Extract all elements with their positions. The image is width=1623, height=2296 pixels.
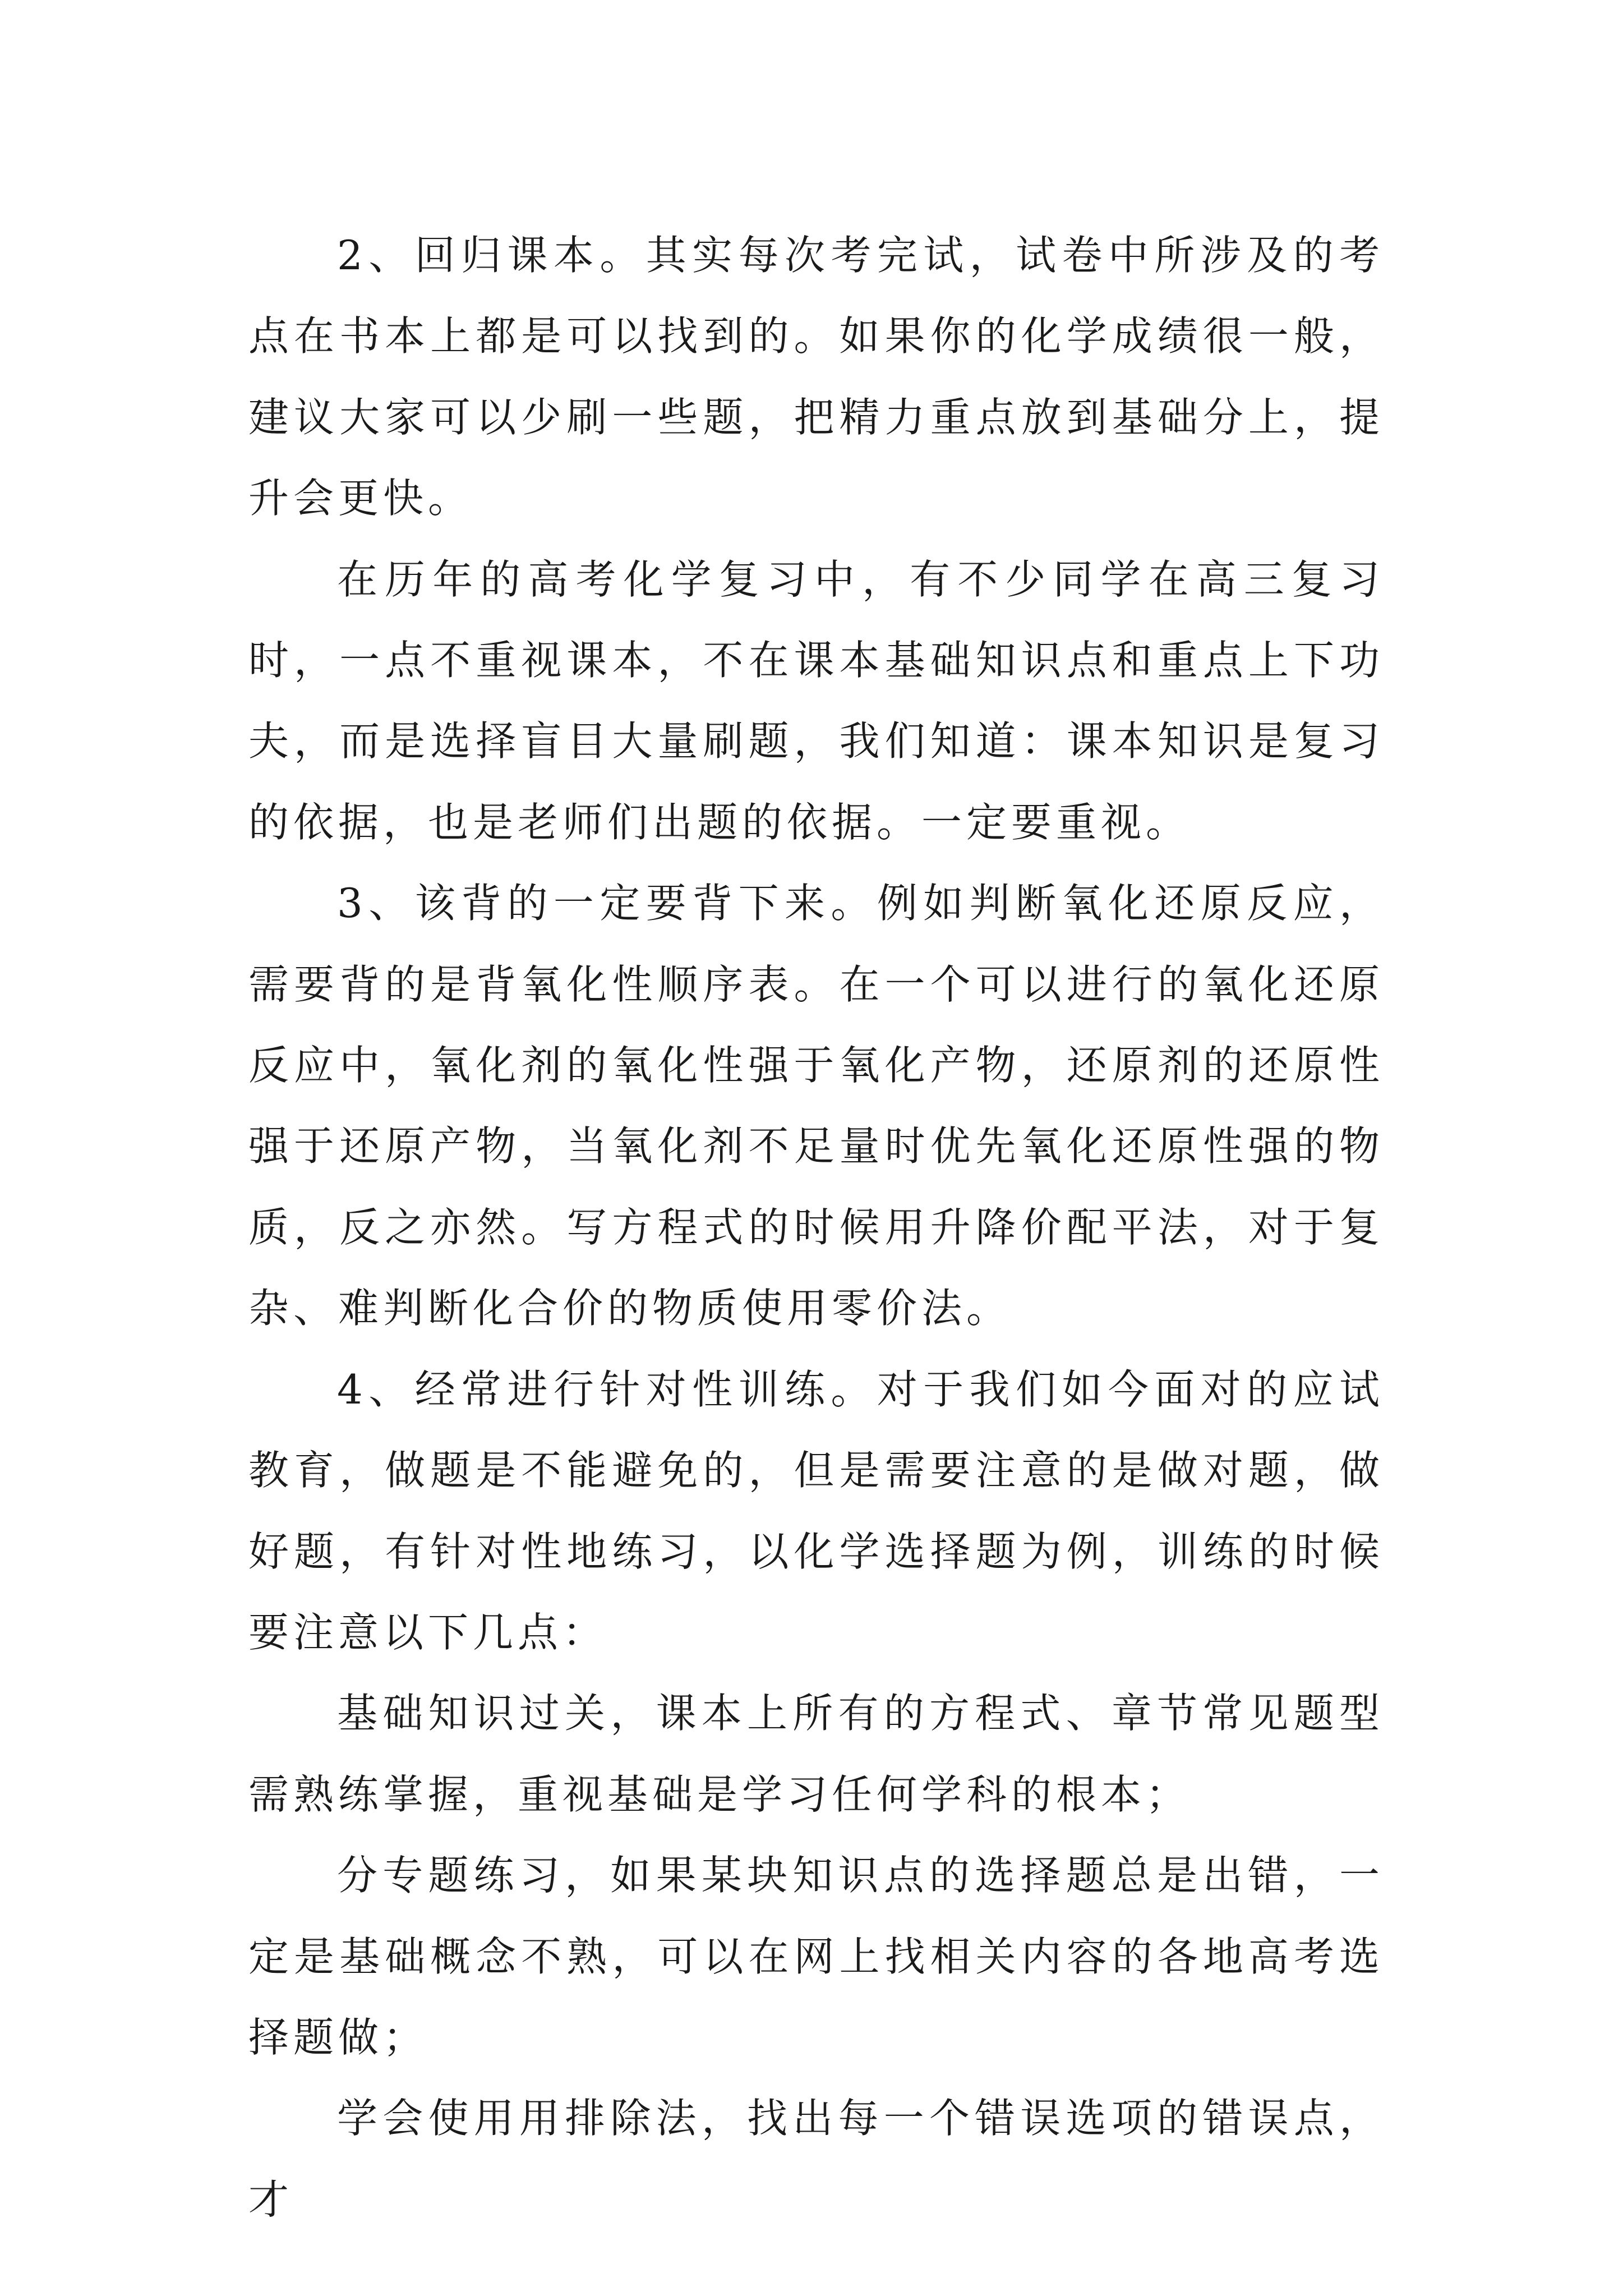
paragraph-targeted-training: 4、经常进行针对性训练。对于我们如今面对的应试教育，做题是不能避免的，但是需要注意的是做对题，做好题，有针对性地练习，以化学选择题为例，训练的时候要注意以下几点：	[248, 1365, 1384, 1656]
paragraph-memorize: 3、该背的一定要背下来。例如判断氧化还原反应，需要背的是背氧化性顺序表。在一个可以进行的氧化还原反应中，氧化剂的氧化性强于氧化产物，还原剂的还原性强于还原产物，当氧化剂不足量时优先氧化还原性强的物质，反之亦然。写方程式的时候用升降价配平法，对于复杂、难判断化合价的物质使用零价法。	[248, 880, 1384, 1332]
paragraph-topic-practice: 分专题练习，如果某块知识点的选择题总是出错，一定是基础概念不熟，可以在网上找相关内容的各地高考选择题做；	[248, 1852, 1384, 2061]
paragraph-return-to-textbook: 2、回归课本。其实每次考完试，试卷中所涉及的考点在书本上都是可以找到的。如果你的化学成绩很一般，建议大家可以少刷一些题，把精力重点放到基础分上，提升会更快。	[248, 232, 1384, 522]
paragraph-value-textbook: 在历年的高考化学复习中，有不少同学在高三复习时，一点不重视课本，不在课本基础知识点和重点上下功夫，而是选择盲目大量刷题，我们知道：课本知识是复习的依据，也是老师们出题的依据。一定要重视。	[248, 555, 1384, 846]
document-body	[248, 215, 1384, 2240]
paragraph-basic-knowledge: 基础知识过关，课本上所有的方程式、章节常见题型需熟练掌握，重视基础是学习任何学科的根本；	[248, 1690, 1384, 1818]
paragraph-elimination-method: 学会使用用排除法，找出每一个错误选项的错误点，才	[248, 2095, 1384, 2223]
